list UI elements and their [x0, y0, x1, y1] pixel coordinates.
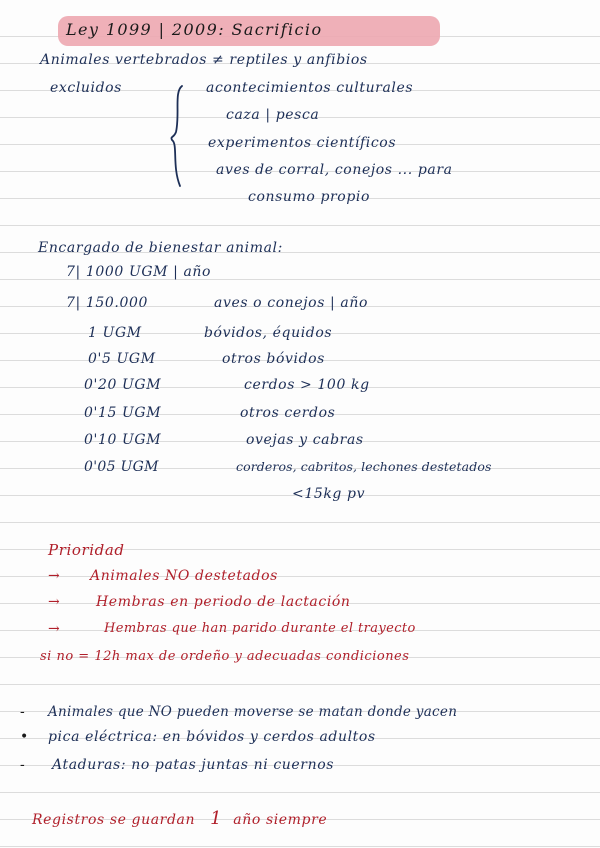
footer-text-after: año siempre	[233, 812, 328, 828]
ugm-value: 0'10 UGM	[84, 432, 162, 448]
ugm-desc: corderos, cabritos, lechones destetados	[236, 459, 492, 474]
arrow-icon: →	[48, 621, 61, 637]
list-bullet: -	[20, 757, 26, 773]
list-item: Animales que NO pueden moverse se matan donde yacen	[48, 704, 458, 720]
excluded-item: aves de corral, conejos ... para	[216, 162, 453, 178]
ugm-value: 0'20 UGM	[84, 377, 162, 393]
rule-qty: 7| 150.000	[66, 295, 148, 311]
list-item: Ataduras: no patas juntas ni cuernos	[52, 757, 335, 773]
priority-item: Animales NO destetados	[90, 568, 278, 584]
priority-item: Hembras que han parido durante el trayecto	[104, 621, 416, 636]
list-bullet: •	[20, 729, 29, 745]
ugm-desc: otros cerdos	[240, 405, 336, 421]
rule-line: 7| 1000 UGM | año	[66, 264, 212, 280]
ugm-desc: cerdos > 100 kg	[244, 377, 370, 393]
excluded-item: consumo propio	[248, 189, 370, 205]
curly-brace-icon	[168, 84, 188, 188]
ugm-value: 0'15 UGM	[84, 405, 162, 421]
footer-text-before: Registros se guardan	[32, 812, 196, 828]
ugm-value: 0'05 UGM	[84, 459, 159, 475]
excluded-label: excluidos	[50, 80, 122, 96]
priority-note: si no = 12h max de ordeño y adecuadas condiciones	[40, 649, 410, 664]
ugm-desc: otros bóvidos	[222, 351, 325, 367]
excluded-item: experimentos científicos	[208, 135, 397, 151]
arrow-icon: →	[48, 594, 61, 610]
excluded-item: caza | pesca	[226, 107, 320, 123]
priority-item: Hembras en periodo de lactación	[96, 594, 351, 610]
arrow-icon: →	[48, 568, 61, 584]
ugm-desc: bóvidos, équidos	[204, 325, 333, 341]
list-bullet: -	[20, 704, 26, 720]
footer-text	[32, 808, 327, 829]
excluded-item: acontecimientos culturales	[206, 80, 414, 96]
ugm-value: 0'5 UGM	[88, 351, 156, 367]
page-title: Ley 1099 | 2009: Sacrificio	[66, 20, 323, 39]
ugm-desc: ovejas y cabras	[246, 432, 364, 448]
priority-heading: Prioridad	[48, 541, 125, 559]
rule-desc: aves o conejos | año	[214, 295, 368, 311]
animals-line: Animales vertebrados ≠ reptiles y anfibios	[40, 52, 368, 68]
section-heading: Encargado de bienestar animal:	[38, 240, 283, 256]
ugm-value: 1 UGM	[88, 325, 142, 341]
weight-note: <15kg pv	[292, 486, 366, 502]
list-item: pica eléctrica: en bóvidos y cerdos adultos	[48, 729, 376, 745]
footer-number: 1	[210, 808, 223, 829]
